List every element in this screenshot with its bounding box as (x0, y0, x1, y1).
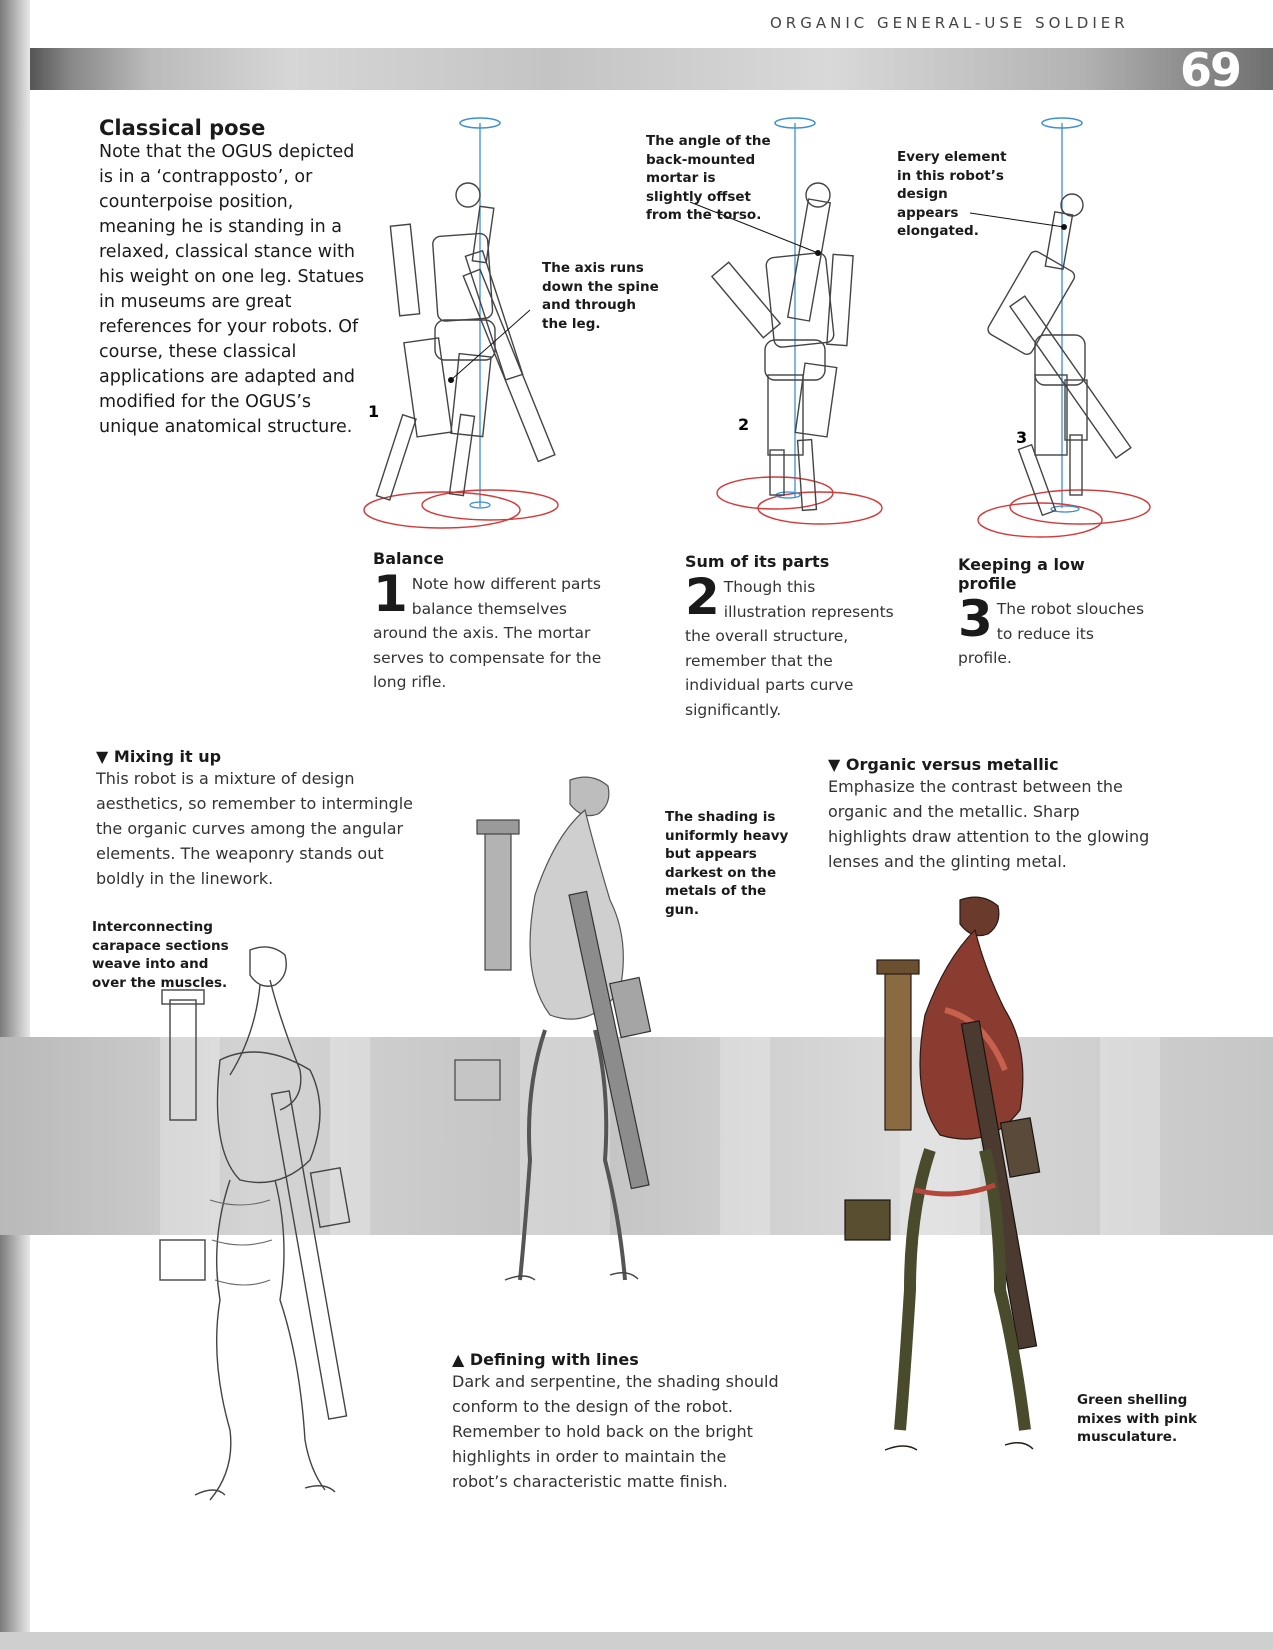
section-mixing (96, 747, 436, 891)
figure-2-annotation: The angle of the back-mounted mortar is slightly offset from the torso. (646, 133, 771, 223)
step-sum-of-parts (685, 552, 895, 722)
step-1-body: Note how different parts balance themselves around the axis. The mortar serves to compensate for the long rifle. (373, 575, 602, 691)
page-number: 69 (1180, 43, 1241, 97)
step-1-numeral: 1 (373, 565, 408, 623)
step-3-title: Keeping a low profile (958, 555, 1085, 593)
section-mixing-body: This robot is a mixture of design aesthetics, so remember to intermingle the organic curves among the angular elements. The weaponry stands out boldly in the linework. (96, 769, 413, 888)
pose-sketch-3 (980, 115, 1220, 535)
pose-sketch-1 (330, 115, 570, 535)
header-band (30, 43, 1273, 97)
section-mixing-title: Mixing it up (113, 747, 222, 766)
step-2-body: Though this illustration represents the overall structure, remember that the individual parts curve significantly. (685, 578, 894, 719)
section-defining-body: Dark and serpentine, the shading should conform to the design of the robot. Remember to hold back on the bright highlights in order to maintain the robot’s characteristic matte finish. (452, 1372, 779, 1491)
robot-color-illustration (835, 890, 1095, 1490)
callout-shading: The shading is uniformly heavy but appears darkest on the metals of the gun. (665, 809, 789, 918)
running-head: ORGANIC GENERAL-USE SOLDIER (770, 14, 1129, 32)
section-defining-title: Defining with lines (469, 1350, 639, 1369)
intro-block (99, 116, 369, 440)
step-low-profile (958, 555, 1148, 671)
step-balance (373, 549, 608, 695)
down-triangle-icon: ▼ (96, 747, 109, 766)
step-1-title: Balance (373, 549, 444, 568)
figure-1-annotation: The axis runs down the spine and through the leg. (542, 260, 659, 332)
callout-shelling: Green shelling mixes with pink musculature. (1077, 1392, 1198, 1445)
step-2-title: Sum of its parts (685, 552, 830, 571)
down-triangle-icon: ▼ (828, 755, 841, 774)
figure-1-number: 1 (368, 402, 380, 421)
figure-2-number: 2 (738, 415, 750, 434)
section-organic (828, 755, 1158, 874)
figure-3-number: 3 (1016, 428, 1028, 447)
step-3-body: The robot slouches to reduce its profile. (958, 600, 1145, 667)
robot-linework-illustration (100, 940, 430, 1520)
step-2-numeral: 2 (685, 568, 720, 626)
section-organic-title: Organic versus metallic (845, 755, 1059, 774)
figure-3-annotation: Every element in this robot’s design appears elongated. (897, 149, 1007, 239)
bottom-edge (0, 1632, 1273, 1650)
section-organic-body: Emphasize the contrast between the organic and the metallic. Sharp highlights draw attention to the glowing lenses and the glinting metal. (828, 777, 1150, 871)
intro-body: Note that the OGUS depicted is in a ‘contrapposto’, or counterpoise position, meaning he is standing in a relaxed, classical stance with his weight on one leg. Statues in museums are great references for your robots. Of course, these classical applications are adapted and modified for the OGUS’s unique anatomical structure. (99, 142, 365, 437)
step-3-numeral: 3 (958, 590, 993, 648)
intro-title: Classical pose (99, 116, 266, 140)
robot-shaded-illustration (435, 770, 695, 1310)
up-triangle-icon: ▲ (452, 1350, 465, 1369)
page-binding-shadow (0, 0, 30, 1650)
section-defining (452, 1350, 782, 1494)
callout-carapace: Interconnecting carapace sections weave into and over the muscles. (92, 919, 229, 991)
